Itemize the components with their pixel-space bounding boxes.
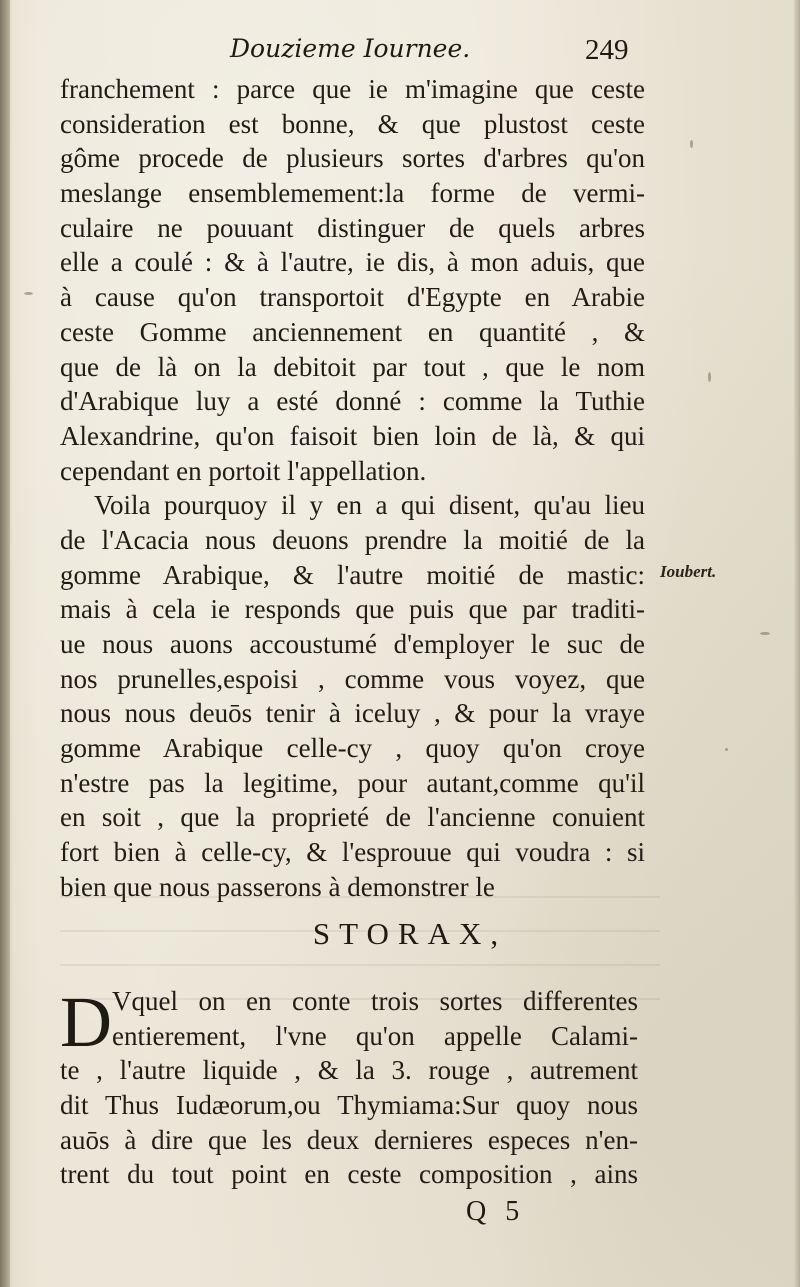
text-line: d'Arabique luy a esté donné : comme la Tuthie (60, 386, 645, 417)
page-number: 249 (585, 34, 629, 66)
text-line: consideration est bonne, & que plustost ceste (60, 108, 645, 139)
text-line: meslange ensemblemement:la forme de vermi- (60, 178, 645, 209)
text-line: ceste Gomme anciennement en quantité , & (60, 316, 645, 347)
text-line: gomme Arabique, & l'autre moitié de mastic: (60, 559, 645, 590)
running-head (0, 34, 800, 70)
signature-mark: Q 5 (466, 1196, 526, 1227)
text-line: gomme Arabique celle-cy , quoy qu'on croye (60, 733, 645, 764)
paper-speck (690, 140, 693, 148)
paragraph-end-line: bien que nous passerons à demonstrer le (60, 871, 495, 902)
paper-speck (24, 292, 33, 295)
text-line: de l'Acacia nous deuons prendre la moitié de la (60, 524, 645, 555)
margin-note: Ioubert. (660, 562, 717, 581)
paragraph-start-line: Voila pourquoy il y en a qui disent, qu'au lieu (94, 490, 645, 521)
paper-speck (725, 748, 728, 751)
text-line: n'estre pas la legitime, pour autant,comme qu'il (60, 767, 645, 798)
text-line: elle a coulé : & à l'autre, ie dis, à mon aduis, que (60, 247, 645, 278)
text-line: nos prunelles,espoisi , comme vous voyez, que (60, 663, 645, 694)
text-line: entierement, l'vne qu'on appelle Calami- (112, 1020, 638, 1051)
text-line: que de là on la debitoit par tout , que le nom (60, 351, 645, 382)
text-line: culaire ne pouuant distinguer de quels arbres (60, 212, 645, 243)
text-line: dit Thus Iudæorum,ou Thymiama:Sur quoy nous (60, 1090, 638, 1121)
paper-speck (708, 372, 711, 382)
text-line: nous nous deuōs tenir à iceluy , & pour la vraye (60, 698, 645, 729)
text-line: en soit , que la proprieté de l'ancienne conuient (60, 802, 645, 833)
text-line: mais à cela ie responds que puis que par traditi- (60, 594, 645, 625)
section-body (60, 984, 638, 1192)
text-line: auōs à dire que les deux dernieres especes n'en- (60, 1124, 638, 1155)
paragraph-end-line: cependant en portoit l'appellation. (60, 455, 427, 486)
section-heading: STORAX, (312, 916, 508, 951)
running-title: Douzieme Iournee. (230, 34, 471, 63)
paper-speck (760, 632, 770, 635)
drop-cap: D (60, 982, 112, 1062)
text-line: Alexandrine, qu'on faisoit bien loin de là, & qui (60, 420, 645, 451)
text-line: ue nous auons accoustumé d'employer le suc de (60, 629, 645, 659)
text-line: à cause qu'on transportoit d'Egypte en Arabie (60, 282, 645, 313)
text-line: trent du tout point en ceste composition , ains (60, 1159, 638, 1190)
body-text (60, 72, 645, 905)
text-line: fort bien à celle-cy, & l'esprouue qui voudra : si (60, 837, 645, 868)
text-line: te , l'autre liquide , & la 3. rouge , autrement (60, 1055, 638, 1086)
text-line: gôme procede de plusieurs sortes d'arbres qu'on (60, 143, 645, 174)
text-line: franchement : parce que ie m'imagine que ceste (60, 74, 645, 104)
text-line: Vquel on en conte trois sortes differentes (112, 986, 638, 1016)
